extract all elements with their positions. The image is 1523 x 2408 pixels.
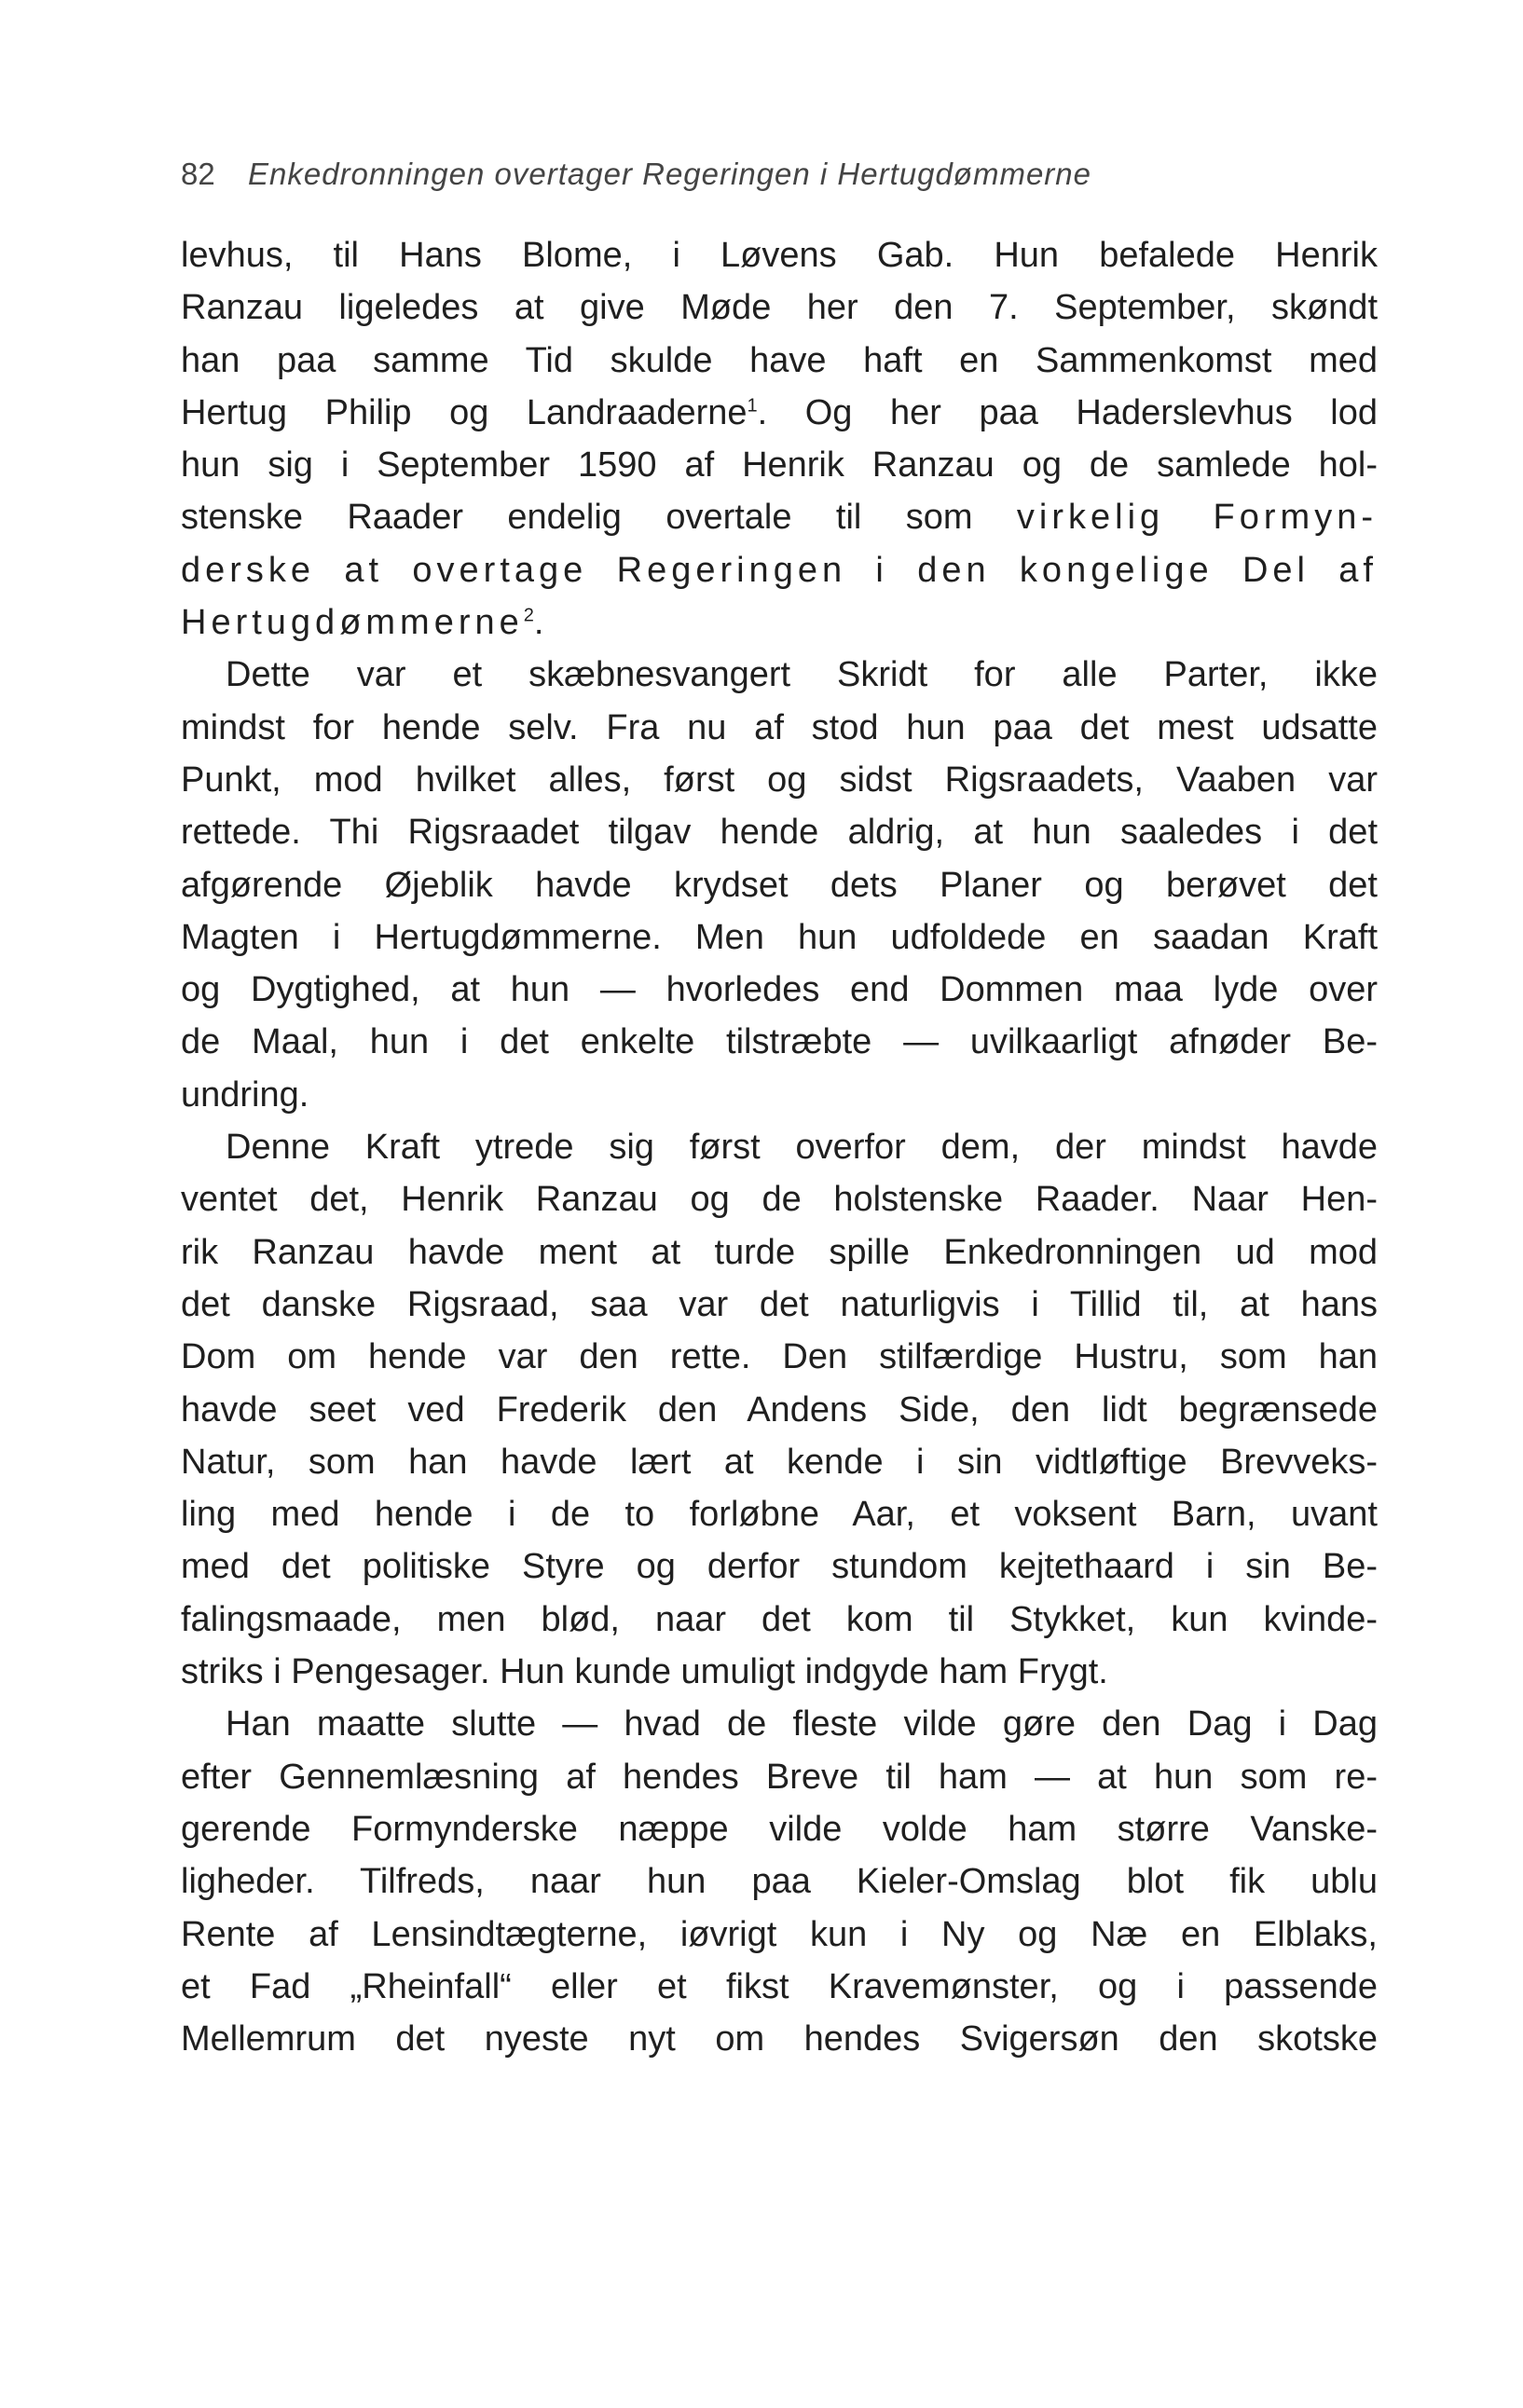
text-line: mindst for hende selv. Fra nu af stod hun paa det mest udsatte	[181, 707, 1378, 747]
text-line: med det politiske Styre og derfor stundom kejtethaard i sin Be-	[181, 1547, 1378, 1587]
text-line: Mellemrum det nyeste nyt om hendes Svigersøn den skotske	[181, 2019, 1378, 2059]
text-line: Natur, som han havde lært at kende i sin vidtløftige Brevveks-	[181, 1442, 1378, 1482]
text-line: Denne Kraft ytrede sig først overfor dem, der mindst havde	[226, 1128, 1378, 1168]
text-line: et Fad „Rheinfall“ eller et fikst Kravemønster, og i passende	[181, 1966, 1378, 2006]
footnote-ref: 2	[523, 605, 534, 626]
text-line: hun sig i September 1590 af Henrik Ranzau og de samlede hol-	[181, 445, 1378, 486]
running-title: Enkedronningen overtager Regeringen i Hertugdømmerne	[248, 157, 1091, 191]
text-line: han paa samme Tid skulde have haft en Sammenkomst med	[181, 340, 1378, 380]
emphasized-text: virkelig Formyn-	[1016, 498, 1378, 538]
text-line: de Maal, hun i det enkelte tilstræbte — uvilkaarligt afnøder Be-	[181, 1022, 1378, 1062]
text-fragment: . Og her paa Haderslevhus lod	[757, 392, 1378, 432]
text-line: undring.	[181, 1074, 309, 1115]
body-text	[181, 229, 1378, 2065]
text-line: ligheder. Tilfreds, naar hun paa Kieler-Omslag blot fik ublu	[181, 1862, 1378, 1902]
text-line: afgørende Øjeblik havde krydset dets Planer og berøvet det	[181, 865, 1378, 905]
text-line: og Dygtighed, at hun — hvorledes end Dommen maa lyde over	[181, 970, 1378, 1010]
page-header	[181, 157, 1393, 203]
text-line: gerende Formynderske næppe vilde volde ham større Vanske-	[181, 1809, 1378, 1849]
text-line	[181, 387, 1378, 439]
text-line: striks i Pengesager. Hun kunde umuligt indgyde ham Frygt.	[181, 1652, 1108, 1692]
text-fragment: stenske Raader endelig overtale til som	[181, 498, 973, 538]
text-line: det danske Rigsraad, saa var det naturligvis i Tillid til, at hans	[181, 1284, 1378, 1324]
text-line: ventet det, Henrik Ranzau og de holstenske Raader. Naar Hen-	[181, 1180, 1378, 1220]
text-line: havde seet ved Frederik den Andens Side, den lidt begrænsede	[181, 1389, 1378, 1430]
text-line	[181, 596, 1378, 649]
text-fragment: Hertugdømmerne	[181, 603, 524, 643]
text-line: falingsmaade, men blød, naar det kom til Stykket, kun kvinde-	[181, 1599, 1378, 1639]
text-line: rik Ranzau havde ment at turde spille Enkedronningen ud mod	[181, 1232, 1378, 1272]
text-line	[181, 491, 1378, 543]
page-number: 82	[181, 157, 215, 191]
text-line: Magten i Hertugdømmerne. Men hun udfoldede en saadan Kraft	[181, 917, 1378, 957]
footnote-ref: 1	[747, 395, 758, 417]
text-line: derske at overtage Regeringen i den kongelige Del af	[181, 550, 1378, 590]
text-line: rettede. Thi Rigsraadet tilgav hende aldrig, at hun saaledes i det	[181, 813, 1378, 853]
text-line: Han maatte slutte — hvad de fleste vilde gøre den Dag i Dag	[226, 1704, 1378, 1744]
text-line: Dette var et skæbnesvangert Skridt for alle Parter, ikke	[226, 655, 1378, 695]
text-line: efter Gennemlæsning af hendes Breve til ham — at hun som re-	[181, 1757, 1378, 1797]
text-line: Rente af Lensindtægterne, iøvrigt kun i Ny og Næ en Elblaks,	[181, 1914, 1378, 1954]
text-line: levhus, til Hans Blome, i Løvens Gab. Hun befalede Henrik	[181, 236, 1378, 275]
text-fragment: Hertug Philip og Landraaderne	[181, 392, 748, 432]
text-line: Ranzau ligeledes at give Møde her den 7. September, skøndt	[181, 288, 1378, 328]
text-line: ling med hende i de to forløbne Aar, et voksent Barn, uvant	[181, 1495, 1378, 1535]
text-fragment: .	[533, 603, 544, 643]
text-line: Dom om hende var den rette. Den stilfærdige Hustru, som han	[181, 1337, 1378, 1377]
text-line: Punkt, mod hvilket alles, først og sidst Rigsraadets, Vaaben var	[181, 759, 1378, 800]
